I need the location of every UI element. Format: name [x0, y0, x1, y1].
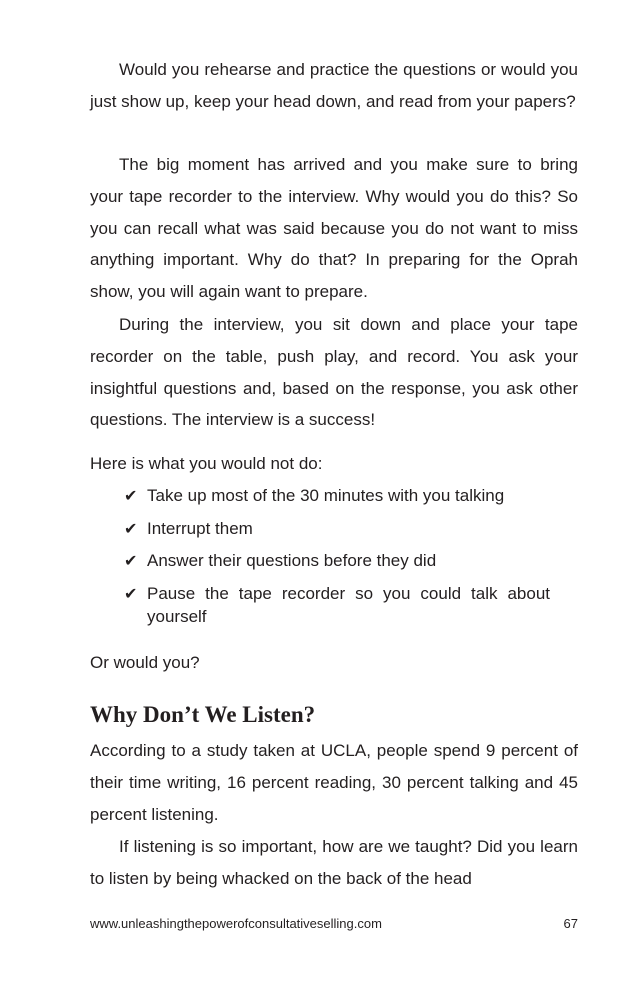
page-number: 67 — [563, 916, 578, 931]
section-heading: Why Don’t We Listen? — [90, 702, 316, 727]
paragraph-interview: During the interview, you sit down and place your tape recorder on the table, push play, and record. You ask your insightful questions and, based on the response, you ask other questions. The interview is a success! — [90, 315, 578, 430]
footer-url: www.unleashingthepowerofconsultativeselling.com — [90, 916, 382, 931]
checklist-item — [90, 549, 578, 572]
checklist — [90, 484, 578, 637]
paragraph-ucla-study: According to a study taken at UCLA, people spend 9 percent of their time writing, 16 percent reading, 30 percent talking and 45 percent listening. — [90, 741, 578, 824]
checklist-item-text: Interrupt them — [147, 518, 253, 538]
paragraph-would-not-do: Here is what you would not do: — [90, 454, 323, 473]
checkmark-icon: ✔ — [124, 583, 138, 603]
paragraph-how-taught: If listening is so important, how are we taught? Did you learn to listen by being whacked on the back of the head — [90, 837, 578, 888]
checklist-item — [90, 484, 578, 507]
checkmark-icon: ✔ — [124, 551, 138, 570]
checklist-item-text: Answer their questions before they did — [147, 551, 437, 570]
checklist-item — [90, 517, 578, 540]
checklist-item — [90, 582, 578, 628]
paragraph-or-would-you: Or would you? — [90, 653, 200, 672]
checkmark-icon: ✔ — [124, 518, 138, 538]
paragraph-rehearse: Would you rehearse and practice the questions or would you just show up, keep your head down, and read from your papers? — [90, 60, 578, 111]
checkmark-icon: ✔ — [124, 486, 138, 505]
checklist-item-text: Take up most of the 30 minutes with you talking — [147, 486, 505, 505]
checklist-item-text: Pause the tape recorder so you could talk about yourself — [147, 583, 550, 626]
paragraph-tape-recorder: The big moment has arrived and you make sure to bring your tape recorder to the interview. Why would you do this? So you can recall what was said because you do not want to miss anything important. Why do that? In preparing for the Oprah show, you will again want to prepare. — [90, 155, 578, 302]
